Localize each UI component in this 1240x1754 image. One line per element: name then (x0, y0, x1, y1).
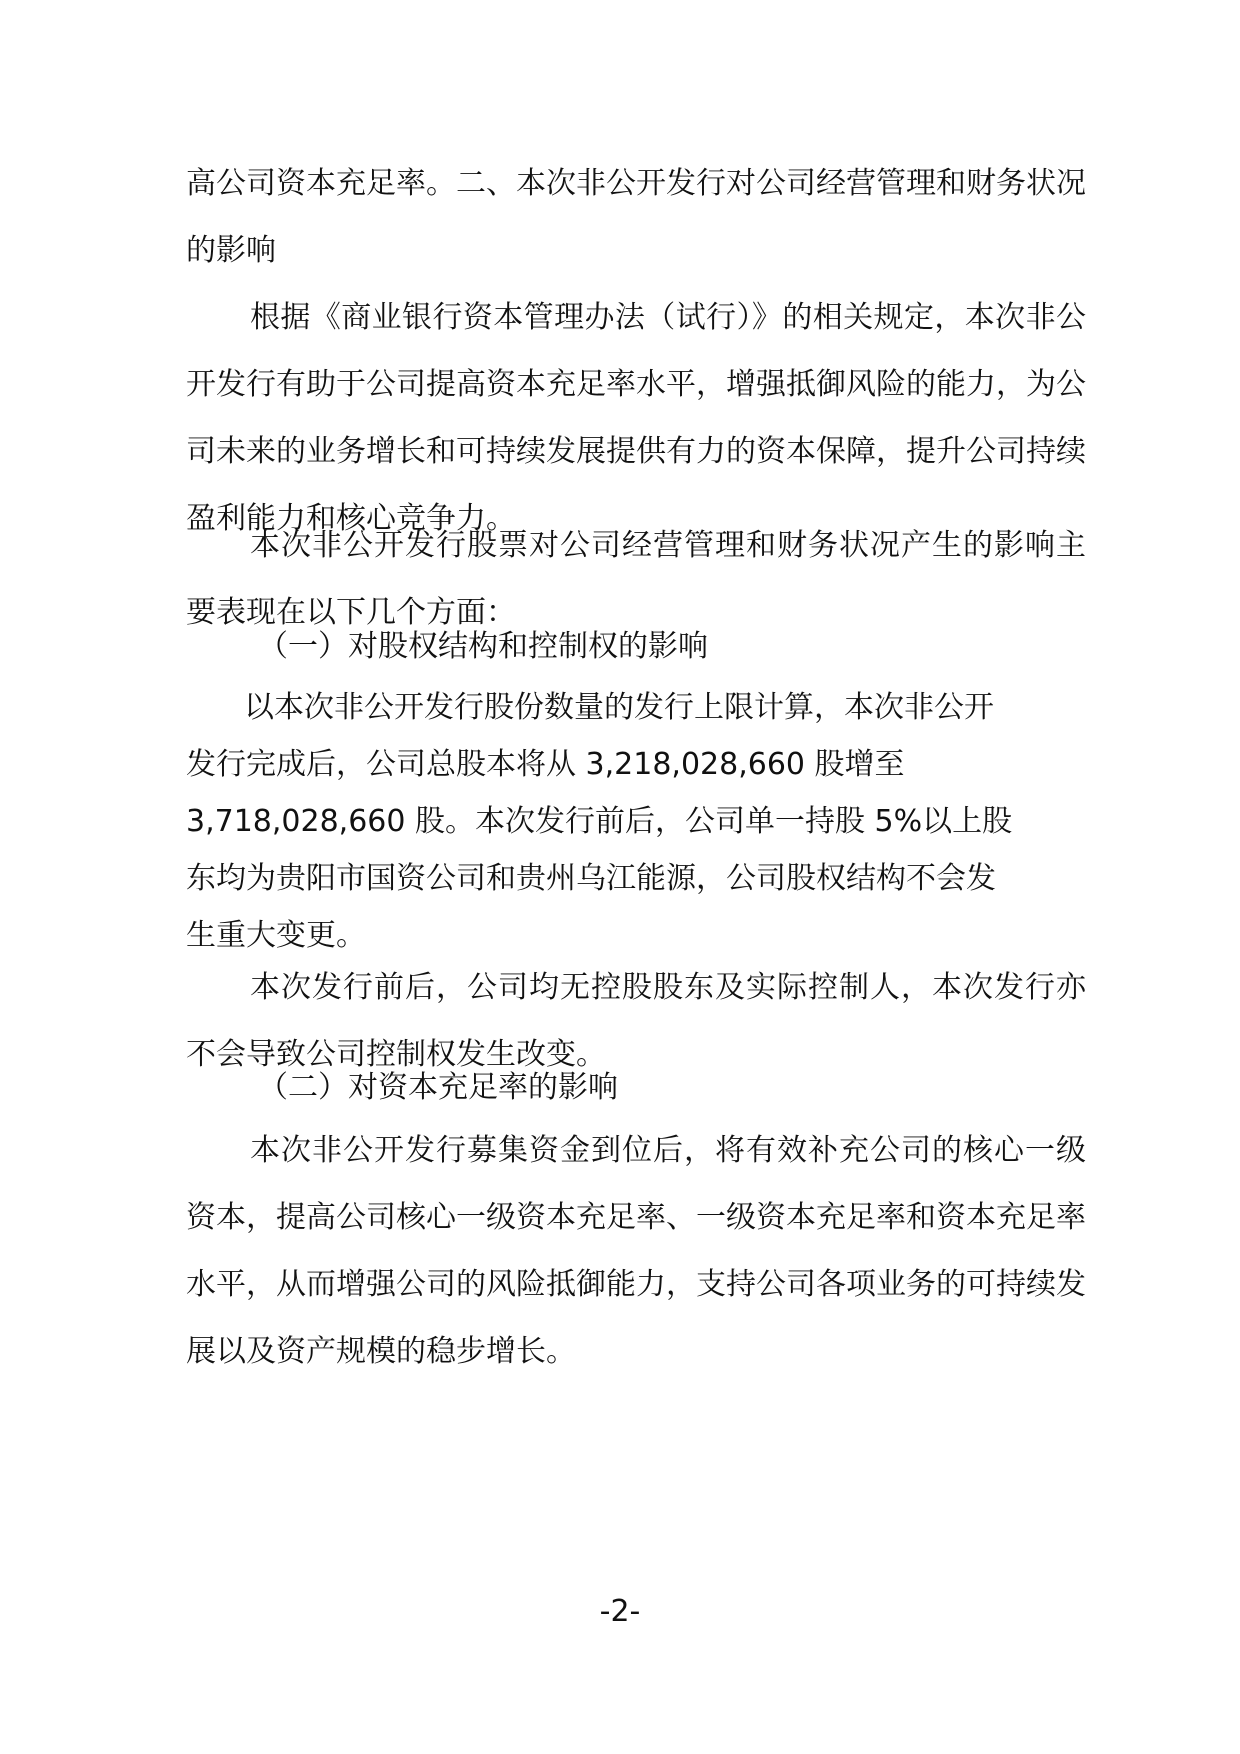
paragraph-regulation: 根据《商业银行资本管理办法（试行）》的相关规定，本次非公开发行有助于公司提高资本充足率水平，增强抵御风险的能力，为公司未来的业务增长和可持续发展提供有力的资本保障，提升公司持续盈利能力和核心竞争力。 (186, 300, 1086, 536)
section-heading-equity: （一）对股权结构和控制权的影响 (258, 629, 708, 664)
paragraph-equity-line-4: 东均为贵阳市国资公司和贵州乌江能源，公司股权结构不会发 (186, 861, 996, 896)
page-number: -2- (599, 1594, 641, 1629)
paragraph-control: 本次发行前后，公司均无控股股东及实际控制人，本次发行亦不会导致公司控制权发生改变。 (186, 970, 1086, 1072)
paragraph-equity-line-3: 3,718,028,660 股。本次发行前后，公司单一持股 5%以上股 (186, 804, 1013, 839)
paragraph-impact-intro: 本次非公开发行股票对公司经营管理和财务状况产生的影响主要表现在以下几个方面： (186, 528, 1086, 630)
paragraph-continued: 高公司资本充足率。二、本次非公开发行对公司经营管理和财务状况的影响 (186, 166, 1086, 268)
paragraph-equity-line-5: 生重大变更。 (186, 918, 366, 953)
section-heading-capital: （二）对资本充足率的影响 (258, 1070, 618, 1105)
paragraph-capital-adequacy: 本次非公开发行募集资金到位后，将有效补充公司的核心一级资本，提高公司核心一级资本充足率、一级资本充足率和资本充足率水平，从而增强公司的风险抵御能力，支持公司各项业务的可持续发展以及资产规模的稳步增长。 (186, 1133, 1086, 1369)
paragraph-equity-line-2: 发行完成后，公司总股本将从 3,218,028,660 股增至 (186, 747, 905, 782)
paragraph-equity-line-1: 以本次非公开发行股份数量的发行上限计算，本次非公开 (244, 690, 994, 725)
